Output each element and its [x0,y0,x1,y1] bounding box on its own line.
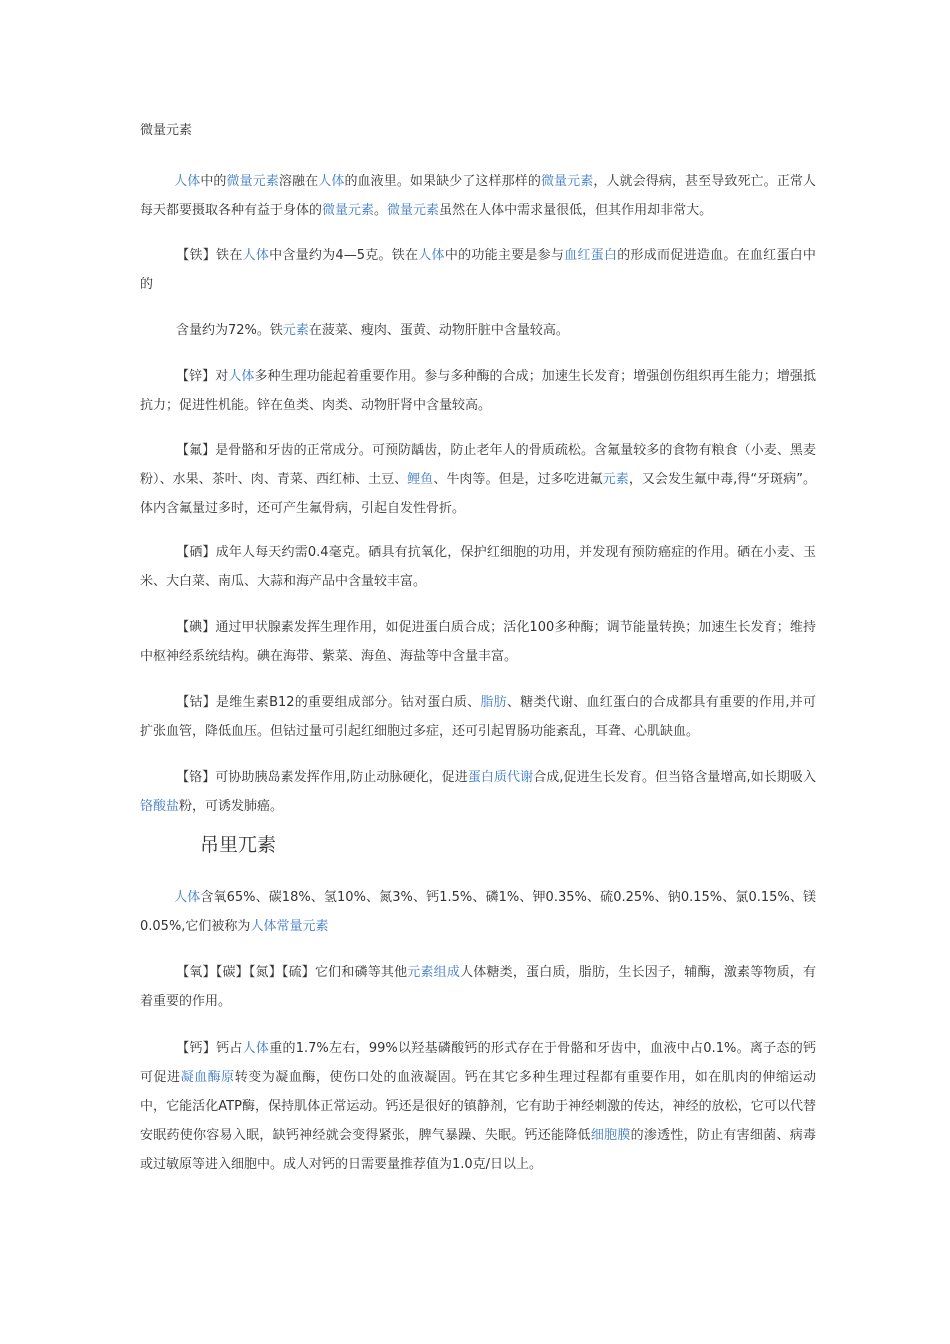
link-xuehong-danbai[interactable]: 血红蛋白 [564,248,618,263]
paragraph-intro: 人体中的微量元素溶融在人体的血液里。如果缺少了这样那样的微量元素，人就会得病，甚至导致死亡。正常人每天都要摄取各种有益于身体的微量元素。微量元素虽然在人体中需求量很低，但其作用却非常大。 [140,174,816,218]
link-danbaizhi-daixie[interactable]: 蛋白质代谢 [467,770,534,785]
link-gesuanyan[interactable]: 铬酸盐 [140,799,180,814]
link-renti[interactable]: 人体 [418,248,445,263]
link-ningxuemeiyuan[interactable]: 凝血酶原 [180,1070,235,1085]
link-renti[interactable]: 人体 [318,174,345,189]
link-weiliang-yuansu[interactable]: 微量元素 [322,203,375,218]
link-renti[interactable]: 人体 [174,174,201,189]
link-weiliang-yuansu[interactable]: 微量元素 [387,203,440,218]
link-yuansu[interactable]: 元素 [282,323,309,338]
paragraph-iron-content: 含量约为72%。铁元素在菠菜、瘦肉、蛋黄、动物肝脏中含量较高。 [176,323,569,338]
paragraph-iron: 【铁】铁在人体中含量约为4—5克。铁在人体中的功能主要是参与血红蛋白的形成而促进造血。在血红蛋白中的 [140,248,816,292]
document-title: 微量元素 [140,123,193,138]
paragraph-ocns: 【氧】【碳】【氮】【硫】它们和磷等其他元素组成人体糖类，蛋白质，脂肪，生长因子，辅酶，激素等物质，有着重要的作用。 [140,965,816,1009]
link-renti-changliang-yuansu[interactable]: 人体常量元素 [250,919,329,934]
paragraph-calcium: 【钙】钙占人体重的1.7%左右，99%以羟基磷酸钙的形式存在于骨骼和牙齿中，血液中占0.1%。离子态的钙可促进凝血酶原转变为凝血酶，使伤口处的血液凝固。钙在其它多种生理过程都有重要作用，如在肌肉的伸缩运动中，它能活化ATP酶，保持肌体正常运动。钙还是很好的镇静剂，它有助于神经刺激的传达，神经的放松，它可以代替安眠药使你容易入眠，缺钙神经就会变得紧张，脾气暴躁、失眠。钙还能降低细胞膜的渗透性，防止有害细菌、病毒或过敏原等进入细胞中。成人对钙的日需要量推荐值为1.0克/日以上。 [140,1041,816,1172]
link-renti[interactable]: 人体 [228,369,255,384]
paragraph-macro-elements: 人体含氧65%、碳18%、氢10%、氮3%、钙1.5%、磷1%、钾0.35%、硫0.25%、钠0.15%、氯0.15%、镁0.05%,它们被称为人体常量元素 [140,890,816,934]
paragraph-cobalt: 【钴】是维生素B12的重要组成部分。钴对蛋白质、脂肪、糖类代谢、血红蛋白的合成都具有重要的作用,并可扩张血管，降低血压。但钴过量可引起红细胞过多症，还可引起胃肠功能紊乱，耳聋、心肌缺血。 [140,695,816,739]
link-zhifang[interactable]: 脂肪 [480,695,507,710]
paragraph-fluorine: 【氟】是骨骼和牙齿的正常成分。可预防龋齿，防止老年人的骨质疏松。含氟量较多的食物有粮食（小麦、黑麦粉）、水果、茶叶、肉、青菜、西红柿、土豆、鲤鱼、牛肉等。但是，过多吃进氟元素，又会发生氟中毒,得“牙斑病”。体内含氟量过多时，还可产生氟骨病，引起自发性骨折。 [140,443,816,516]
link-xibaomo[interactable]: 细胞膜 [590,1128,631,1143]
paragraph-chromium: 【铬】可协助胰岛素发挥作用,防止动脉硬化，促进蛋白质代谢合成,促进生长发育。但当铬含量增高,如长期吸入铬酸盐粉，可诱发肺癌。 [140,770,816,814]
link-yuansu[interactable]: 元素 [602,472,629,487]
paragraph-zinc: 【锌】对人体多种生理功能起着重要作用。参与多种酶的合成；加速生长发育；增强创伤组织再生能力；增强抵抗力；促进性机能。锌在鱼类、肉类、动物肝肾中含量较高。 [140,369,816,413]
link-renti[interactable]: 人体 [174,890,201,905]
paragraph-selenium: 【硒】成年人每天约需0.4毫克。硒具有抗氧化，保护红细胞的功用，并发现有预防癌症的作用。硒在小麦、玉米、大白菜、南瓜、大蒜和海产品中含量较丰富。 [140,545,816,589]
link-renti[interactable]: 人体 [242,1041,270,1056]
link-yuansu-zucheng[interactable]: 元素组成 [407,965,461,980]
link-renti[interactable]: 人体 [242,248,270,263]
link-weiliang-yuansu[interactable]: 微量元素 [226,174,279,189]
section-heading: 吊里兀素 [200,834,277,856]
paragraph-iodine: 【碘】通过甲状腺素发挥生理作用，如促进蛋白质合成；活化100多种酶；调节能量转换；加速生长发育；维持中枢神经系统结构。碘在海带、紫菜、海鱼、海盐等中含量丰富。 [140,620,816,664]
link-weiliang-yuansu[interactable]: 微量元素 [540,174,594,189]
link-liyu[interactable]: 鲤鱼 [407,472,434,487]
